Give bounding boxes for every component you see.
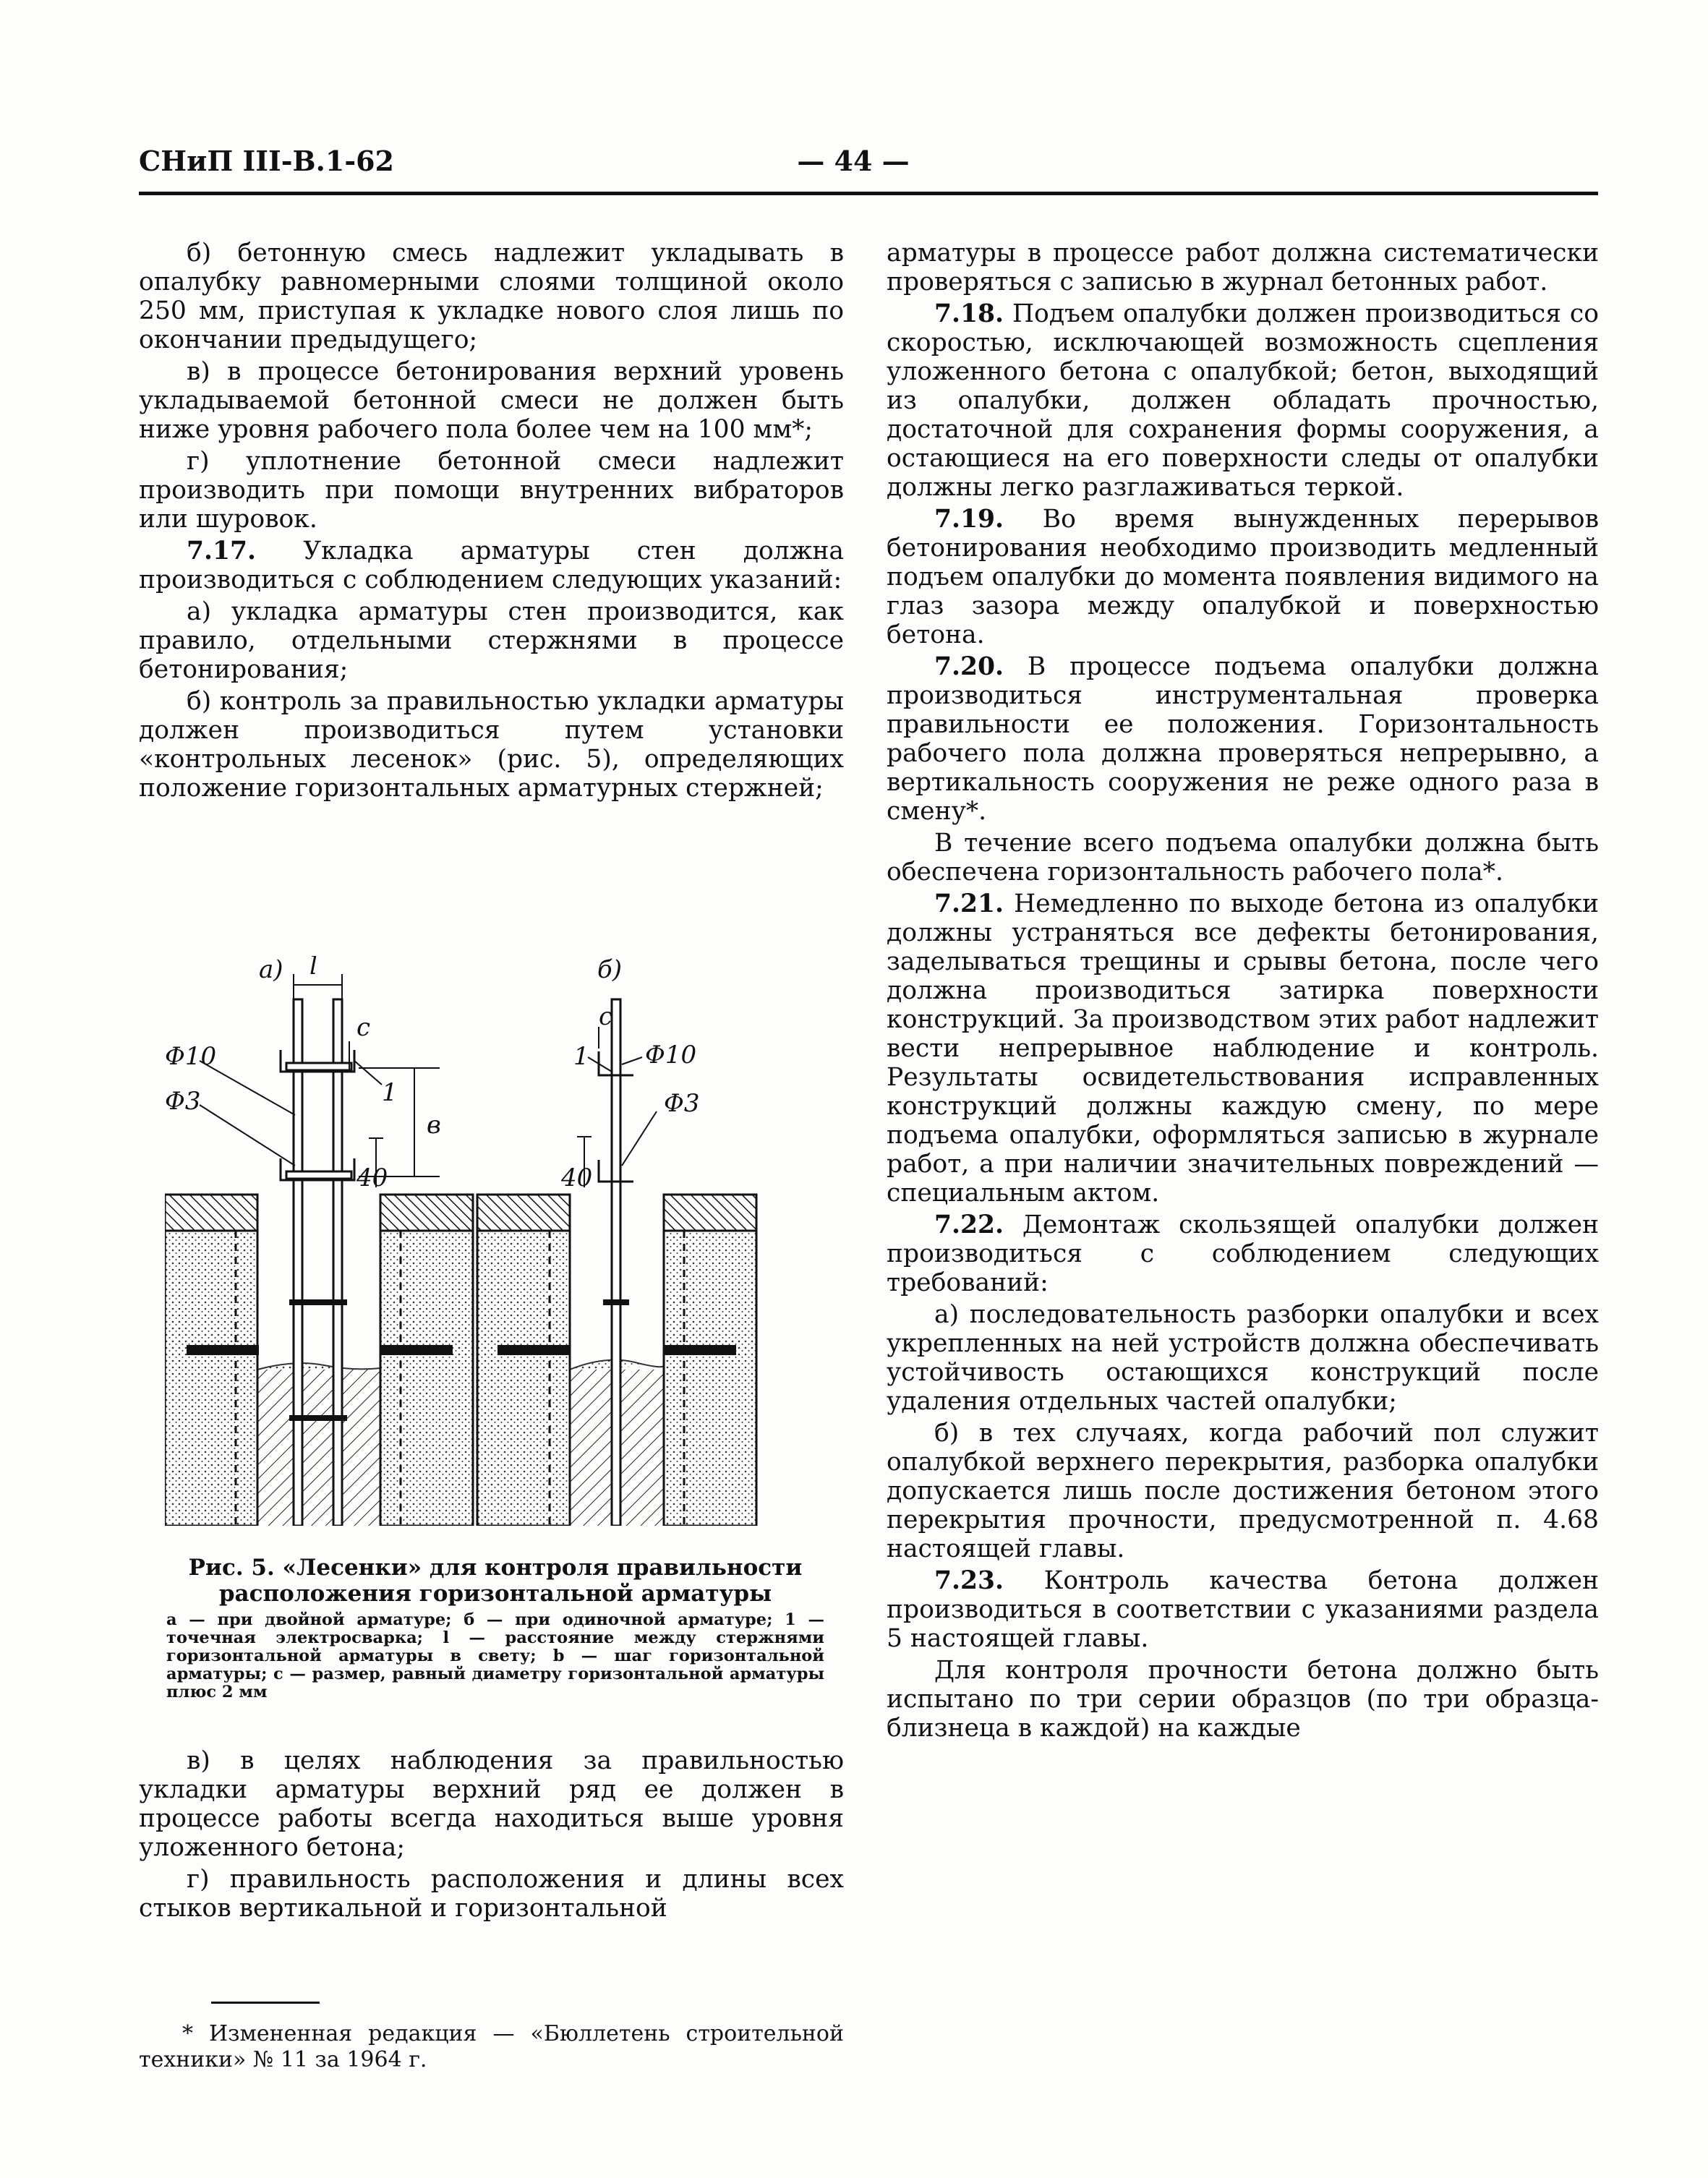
form-wall-left-a [165,1215,257,1526]
panel-label-a: а) [259,956,283,984]
concrete-surface-a [257,1363,380,1370]
form-board-right-a [380,1195,473,1231]
section-number-7-21: 7.21. [934,889,1004,918]
paragraph-7-22-a: а) последовательность разборки опалубки и всех укрепленных на ней устройств должна обеспечивать устойчивость остающихся конструкций после удаления отдельных частей опалубки; [887,1300,1599,1416]
yoke-right-a [380,1345,453,1355]
caption-title: Рис. 5. «Лесенки» для контроля правильности расположения горизонтальной арматуры [188,1555,803,1607]
section-7-19 [887,505,1599,649]
form-board-left-a [165,1195,257,1231]
paragraph-7-17-a: а) укладка арматуры стен производится, как правило, отдельными стержнями в процессе бетонирования; [139,597,844,684]
figure-caption [166,1555,824,1701]
concrete-hatch-a [257,1370,380,1526]
left-column-top [139,239,844,806]
section-7-21 [887,889,1599,1208]
panel-b [477,956,756,1526]
section-number-7-23: 7.23. [934,1566,1004,1595]
leader-phi3-a [200,1105,295,1166]
paragraph-7-22-b: б) в тех случаях, когда рабочий пол служит опалубкой верхнего перекрытия, разборка опалубки допускается лишь после достижения бетоном этого перекрытия прочности, предусмотренной п. 4.68 настоящей главы. [887,1419,1599,1563]
section-number: 7.17. [187,537,257,565]
form-board-right-b [664,1195,756,1231]
section-text-7-23: Контроль качества бетона должен производиться в соответствии с указаниями раздела 5 настоящей главы. [887,1566,1600,1653]
section-text-7-21: Немедленно по выходе бетона из опалубки должны устраняться все дефекты бетонирования, заделываться трещины и срывы бетона, после чего должна производиться затирка поверхности конструкций. За производством этих работ надлежит вести непрерывное наблюдение и контроль. Результаты освидетельствования исправленных конструкций должны каждую смену, по мере подъема опалубки, оформляться записью в журнале работ, а при наличии значительных повреждений — специальным актом. [887,889,1599,1208]
ladder-rung-b [603,1299,629,1305]
paragraph-item-v: в) в процессе бетонирования верхний уровень укладываемой бетонной смеси не должен быть ниже уровня рабочего пола более чем на 100 мм*; [139,357,844,444]
section-7-22 [887,1210,1599,1297]
section-text-7-18: Подъем опалубки должен производиться со скоростью, исключающей возможность сцепления уложенного бетона с опалубкой; бетон, выходящий из опалубки, должен обладать прочностью, достаточной для сохранения формы сооружения, а остающиеся на его поверхности следы от опалубки должны легко разглаживаться теркой. [887,299,1600,502]
ref-label-1-a: 1 [382,1078,398,1107]
leader-1-a [354,1061,382,1085]
panel-label-b: б) [597,956,623,984]
section-text-7-19: Во время вынужденных перерывов бетонирования необходимо производить медленный подъем опалубки до момента появления видимого на глаз зазора между опалубкой и поверхностью бетона. [887,505,1599,649]
dim-label-c-b: c [599,1002,613,1031]
leader-phi3-b [622,1111,657,1166]
header-page-number: — 44 — [797,145,910,177]
section-number-7-19: 7.19. [934,505,1004,534]
vertical-bar-2-a [333,999,342,1526]
ladder-rung-2-a [286,1171,351,1179]
form-wall-right-a [380,1215,473,1526]
dim-label-40-b: 40 [561,1163,593,1192]
yoke-left-a [187,1345,259,1355]
form-wall-left-b [477,1215,570,1526]
paragraph-item-b: б) бетонную смесь надлежит укладывать в опалубку равномерными слоями толщиной около 250 мм, приступая к укладке нового слоя лишь по окончании предыдущего; [139,239,844,354]
dim-label-40-a: 40 [356,1163,388,1192]
panel-a [165,956,473,1526]
label-phi3-b: Φ3 [664,1089,700,1118]
section-7-17 [139,537,844,594]
dim-label-b: в [427,1111,441,1140]
yoke-left-b [498,1345,570,1355]
form-wall-right-b [664,1215,756,1526]
section-7-18 [887,299,1599,502]
vertical-bar-b [612,999,620,1526]
footnote: * Измененная редакция — «Бюллетень строительной техники» № 11 за 1964 г. [139,2021,844,2072]
section-number-7-22: 7.22. [934,1210,1004,1239]
paragraph-7-17-g: г) правильность расположения и длины всех стыков вертикальной и горизонтальной [139,1865,844,1923]
paragraph-7-23-b: Для контроля прочности бетона должно быть испытано по три серии образцов (по три образца-близнеца в каждой) на каждые [887,1656,1599,1743]
left-column-bottom [139,1746,844,1926]
section-number-7-20: 7.20. [934,652,1004,681]
ladder-rung-3-a [289,1299,347,1305]
section-number-7-18: 7.18. [934,299,1004,328]
section-7-23 [887,1566,1599,1653]
right-column [887,239,1599,1746]
section-text-7-20: В процессе подъема опалубки должна производиться инструментальная проверка правильности ее положения. Горизонтальность рабочего пола должна проверяться непрерывно, а вертикальность сооружения не реже одного раза в смену*. [887,652,1599,826]
leader-phi10-b [622,1057,642,1064]
label-phi10-a: Φ10 [165,1042,217,1071]
paragraph-7-17-v: в) в целях наблюдения за правильностью укладки арматуры верхний ряд ее должен в процессе работы всегда находиться выше уровня уложенного бетона; [139,1746,844,1862]
yoke-right-b [664,1345,736,1355]
ladder-rung-1-a [286,1063,351,1070]
ref-label-1-b: 1 [573,1042,589,1071]
dim-label-l: l [309,956,317,981]
section-text-7-22: Демонтаж скользящей опалубки должен производиться с соблюдением следующих требований: [887,1210,1599,1297]
section-text: Укладка арматуры стен должна производиться с соблюдением следующих указаний: [139,537,844,594]
header-document-code: СНиП III-В.1-62 [139,145,394,177]
section-7-20 [887,652,1599,826]
vertical-bar-1-a [294,999,302,1526]
paragraph-continuation: арматуры в процессе работ должна систематически проверяться с записью в журнал бетонных работ. [887,239,1599,296]
form-board-left-b [477,1195,570,1231]
header-rule [139,192,1598,195]
figure-5-ladders [165,956,823,1526]
label-phi3-a: Φ3 [165,1087,201,1116]
paragraph-7-17-b: б) контроль за правильностью укладки арматуры должен производиться путем установки «контрольных лесенок» (рис. 5), определяющих положение горизонтальных арматурных стержней; [139,687,844,803]
paragraph-7-20-b: В течение всего подъема опалубки должна быть обеспечена горизонтальность рабочего пола*. [887,829,1599,887]
figure-drawing [165,956,823,1526]
paragraph-item-g: г) уплотнение бетонной смеси надлежит производить при помощи внутренних вибраторов или шуровок. [139,447,844,534]
label-phi10-b: Φ10 [645,1041,697,1069]
dim-label-c-a: c [356,1013,371,1042]
footnote-rule [211,2002,320,2004]
caption-legend: а — при двойной арматуре; б — при одиночной арматуре; 1 — точечная электросварка; l — расстояние между стержнями горизонтальной арматуры в свету; b — шаг горизонтальной арматуры; c — размер, равный диаметру горизонтальной арматуры плюс 2 мм [166,1610,824,1701]
ladder-rung-4-a [289,1415,347,1421]
